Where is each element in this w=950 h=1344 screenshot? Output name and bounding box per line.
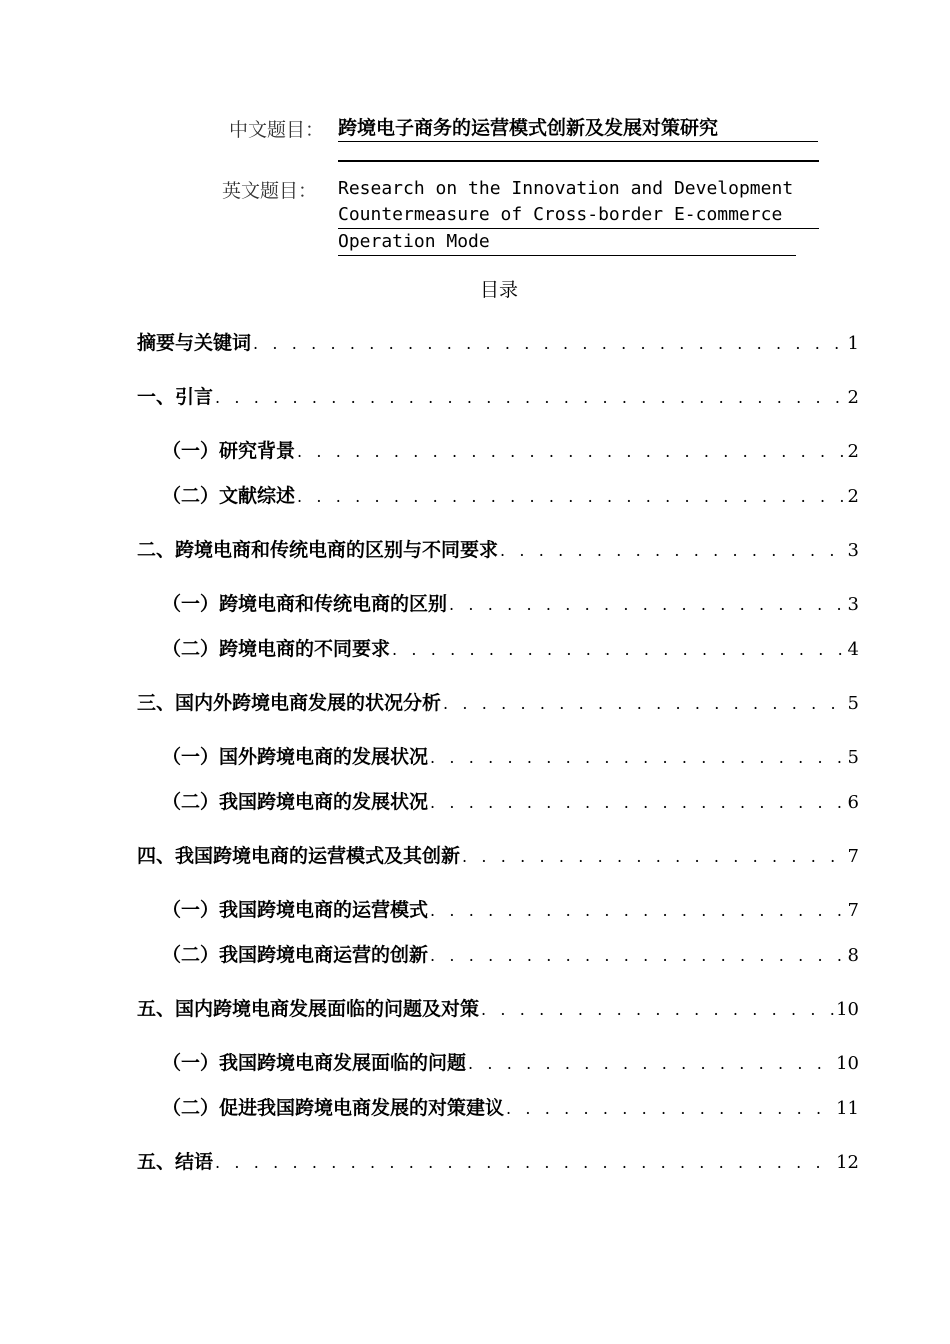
toc-leader-dots [468,1054,834,1073]
toc-entry-title: （一）跨境电商和传统电商的区别 [162,593,448,615]
toc-entry-title: 三、国内外跨境电商发展的状况分析 [137,692,442,714]
toc-leader-dots [481,1000,834,1019]
toc-entry-page: 4 [847,639,859,660]
toc-leader-dots [215,1153,834,1172]
toc-entry-page: 8 [847,945,859,966]
toc-entry-page: 12 [836,1152,859,1173]
toc-leader-dots [215,388,846,407]
toc-entry-title: 二、跨境电商和传统电商的区别与不同要求 [137,539,499,561]
toc-leader-dots [462,847,846,866]
toc-leader-dots [449,595,846,614]
toc-entry[interactable] [137,328,859,356]
toc-leader-dots [253,334,846,353]
toc-entry[interactable] [162,1048,859,1076]
toc-entry[interactable] [137,688,859,716]
toc-entry[interactable] [162,436,859,464]
toc-entry-title: 一、引言 [137,386,214,408]
toc-entry-title: （二）促进我国跨境电商发展的对策建议 [162,1097,505,1119]
toc-leader-dots [392,640,846,659]
toc-entry-page: 5 [847,693,859,714]
toc-leader-dots [297,487,846,506]
en-title-label: 英文题目： [222,180,318,202]
toc-entry-title: （二）跨境电商的不同要求 [162,638,391,660]
toc-entry[interactable] [137,841,859,869]
toc-entry-title: 五、国内跨境电商发展面临的问题及对策 [137,998,480,1020]
toc-leader-dots [297,442,846,461]
toc-entry-title: 五、结语 [137,1151,214,1173]
toc-entry[interactable] [137,994,859,1022]
toc-entry[interactable] [162,1093,859,1121]
toc-entry-page: 7 [847,846,859,867]
toc-entry-page: 11 [836,1098,859,1119]
toc-entry[interactable] [162,742,859,770]
toc-entry-page: 2 [847,387,859,408]
en-title-line-3: Operation Mode [338,229,796,256]
toc-entry-title: （一）我国跨境电商发展面临的问题 [162,1052,467,1074]
toc-entry-title: （一）我国跨境电商的运营模式 [162,899,429,921]
toc-entry-page: 3 [847,594,859,615]
toc-leader-dots [500,541,846,560]
toc-heading: 目录 [479,279,518,301]
toc-entry[interactable] [162,589,859,617]
toc-entry-page: 3 [847,540,859,561]
toc-leader-dots [430,946,846,965]
toc-entry-title: （二）我国跨境电商运营的创新 [162,944,429,966]
toc-entry[interactable] [162,895,859,923]
toc-entry[interactable] [137,1147,859,1175]
toc-entry-title: （一）国外跨境电商的发展状况 [162,746,429,768]
toc-entry-page: 2 [847,486,859,507]
toc-entry-title: （二）我国跨境电商的发展状况 [162,791,429,813]
cn-title-label: 中文题目： [229,119,325,141]
cn-title-underline [338,160,819,162]
toc-entry-page: 6 [847,792,859,813]
toc-entry-page: 10 [836,1053,859,1074]
toc-entry[interactable] [162,634,859,662]
toc-entry-title: （二）文献综述 [162,485,296,507]
toc-leader-dots [430,748,846,767]
toc-entry[interactable] [162,787,859,815]
toc-entry[interactable] [162,940,859,968]
toc-entry[interactable] [137,535,859,563]
toc-entry-page: 2 [847,441,859,462]
toc-leader-dots [430,901,846,920]
toc-entry-page: 10 [836,999,859,1020]
en-title [338,176,818,256]
toc-leader-dots [443,694,846,713]
toc-entry-title: （一）研究背景 [162,440,296,462]
toc-entry[interactable] [162,481,859,509]
toc-entry-page: 1 [847,333,859,354]
toc-entry[interactable] [137,382,859,410]
toc-leader-dots [430,793,846,812]
en-title-line-1: Research on the Innovation and Development [338,178,794,199]
toc-entry-page: 7 [847,900,859,921]
toc-entry-title: 四、我国跨境电商的运营模式及其创新 [137,845,461,867]
toc-entry-title: 摘要与关键词 [137,332,252,354]
toc-entry-page: 5 [847,747,859,768]
en-title-line-2: Countermeasure of Cross-border E-commerce [338,202,819,229]
cn-title: 跨境电子商务的运营模式创新及发展对策研究 [338,115,818,142]
toc-leader-dots [506,1099,834,1118]
